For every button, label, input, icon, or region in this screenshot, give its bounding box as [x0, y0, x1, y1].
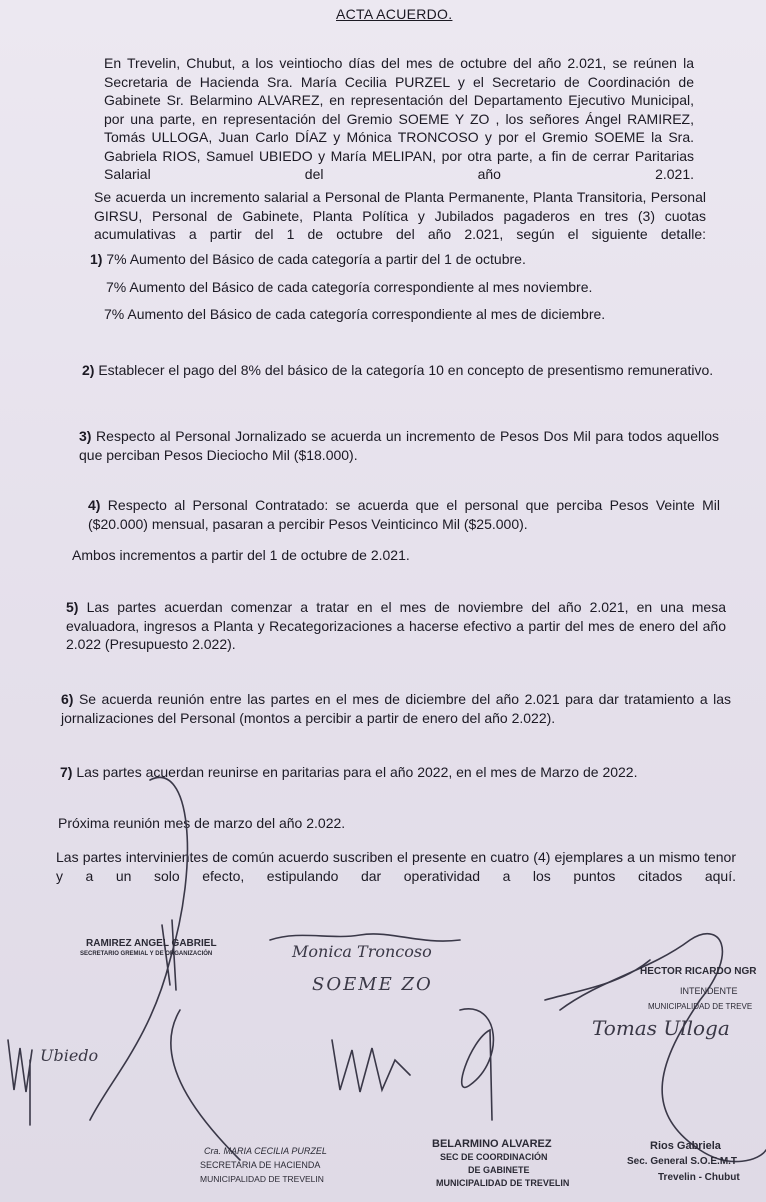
- item-5-number: 5): [66, 599, 79, 615]
- both-increments-note: Ambos incrementos a partir del 1 de octubre de 2.021.: [72, 547, 410, 563]
- item-7-number: 7): [60, 764, 73, 780]
- document-title: ACTA ACUERDO.: [336, 6, 453, 22]
- intro-paragraph: En Trevelin, Chubut, a los veintiocho días del mes de octubre del año 2.021, se reúnen la Secretaria de Hacienda Sra. María Cecilia PURZEL y el Secretario de Coordinación de Gabinete Sr. Belarmino ALVAREZ, en representación del Departamento Ejecutivo Municipal, por una parte, en representación del Gremio SOEME Y ZO , los señores Ángel RAMIREZ, Tomás ULLOGA, Juan Carlo DÍAZ y Mónica TRONCOSO y por el Gremio SOEME la Sra. Gabriela RIOS, Samuel UBIEDO y María MELIPAN, por otra parte, a fin de cerrar Paritarias Salarial del año 2.021.: [104, 55, 694, 182]
- stroke-purzel-loop: [171, 1010, 240, 1160]
- item-2-number: 2): [82, 362, 95, 378]
- rios-name: Rios Gabriela: [650, 1140, 721, 1152]
- item-1-line-3: 7% Aumento del Básico de cada categoría correspondiente al mes de diciembre.: [104, 306, 606, 322]
- alvarez-name: BELARMINO ALVAREZ: [432, 1138, 552, 1150]
- item-6-text: Se acuerda reunión entre las partes en el mes de diciembre del año 2.021 para dar tratamiento a las jornalizaciones del Personal (montos a percibir a partir de enero del año 2.022).: [61, 691, 731, 726]
- ramirez-name: RAMIREZ ANGEL GABRIEL: [86, 938, 217, 949]
- purzel-name: Cra. MARIA CECILIA PURZEL: [204, 1146, 327, 1156]
- alvarez-org: MUNICIPALIDAD DE TREVELIN: [436, 1178, 570, 1188]
- alvarez-role-2: DE GABINETE: [468, 1165, 530, 1175]
- intendente-name: HECTOR RICARDO NGR: [640, 966, 757, 977]
- stroke-ubiedo: [8, 1040, 32, 1125]
- ubiedo-signature: Ubiedo: [40, 1046, 99, 1065]
- item-3-text: Respecto al Personal Jornalizado se acuerda un incremento de Pesos Dos Mil para todos aquellos que perciban Pesos Dieciocho Mil ($18.000).: [79, 428, 719, 463]
- item-1-line-1: 7% Aumento del Básico de cada categoría a partir del 1 de octubre.: [106, 251, 526, 267]
- item-2-text: Establecer el pago del 8% del básico de la categoría 10 en concepto de presentismo remunerativo.: [98, 362, 714, 378]
- item-1-number: 1): [90, 251, 103, 267]
- rios-role: Sec. General S.O.E.M.T: [627, 1156, 738, 1167]
- alvarez-role-1: SEC DE COORDINACIÓN: [440, 1152, 548, 1162]
- item-6-number: 6): [61, 691, 74, 707]
- intendente-role: INTENDENTE: [680, 986, 738, 996]
- ramirez-role: SECRETARIO GREMIAL Y DE ORGANIZACIÓN: [80, 951, 213, 957]
- item-1-line-2: 7% Aumento del Básico de cada categoría correspondiente al mes noviembre.: [106, 279, 593, 295]
- purzel-org: MUNICIPALIDAD DE TREVELIN: [200, 1174, 324, 1184]
- item-7-text: Las partes acuerdan reunirse en paritarias para el año 2022, en el mes de Marzo de 2022.: [76, 764, 638, 780]
- troncoso-union: SOEME ZO: [312, 974, 433, 995]
- stroke-alvarez: [460, 1009, 493, 1120]
- item-4-text: Respecto al Personal Contratado: se acuerda que el personal que perciba Pesos Veinte Mil ($20.000) mensual, pasaran a percibir Pesos Veinticinco Mil ($25.000).: [88, 497, 720, 532]
- closing-paragraph: Las partes intervinientes de común acuerdo suscriben el presente en cuatro (4) ejemplares a un mismo tenor y a un solo efecto, estipulando dar operatividad a los puntos citados aquí.: [56, 849, 736, 884]
- rios-org: Trevelin - Chubut: [658, 1172, 740, 1183]
- intendente-org: MUNICIPALIDAD DE TREVE: [648, 1002, 753, 1011]
- ulloga-signature: Tomas Ulloga: [592, 1016, 730, 1040]
- troncoso-signature: Monica Troncoso: [292, 942, 432, 961]
- next-meeting: Próxima reunión mes de marzo del año 2.022.: [58, 815, 346, 831]
- item-4-number: 4): [88, 497, 101, 513]
- item-5-text: Las partes acuerdan comenzar a tratar en el mes de noviembre del año 2.021, en una mesa evaluadora, ingresos a Planta y Recategorizaciones a hacerse efectivo a partir del mes de enero del año 2.022 (Presupuesto 2.022).: [66, 599, 726, 652]
- purzel-role: SECRETARIA DE HACIENDA: [200, 1160, 321, 1170]
- stroke-melipan: [332, 1040, 410, 1092]
- agreement-paragraph: Se acuerda un incremento salarial a Personal de Planta Permanente, Planta Transitoria, Personal GIRSU, Personal de Gabinete, Planta Política y Jubilados pagaderos en tres (3) cuotas acumulativas a partir del 1 de octubre del año 2.021, según el siguiente detalle:: [94, 189, 706, 242]
- item-3-number: 3): [79, 428, 92, 444]
